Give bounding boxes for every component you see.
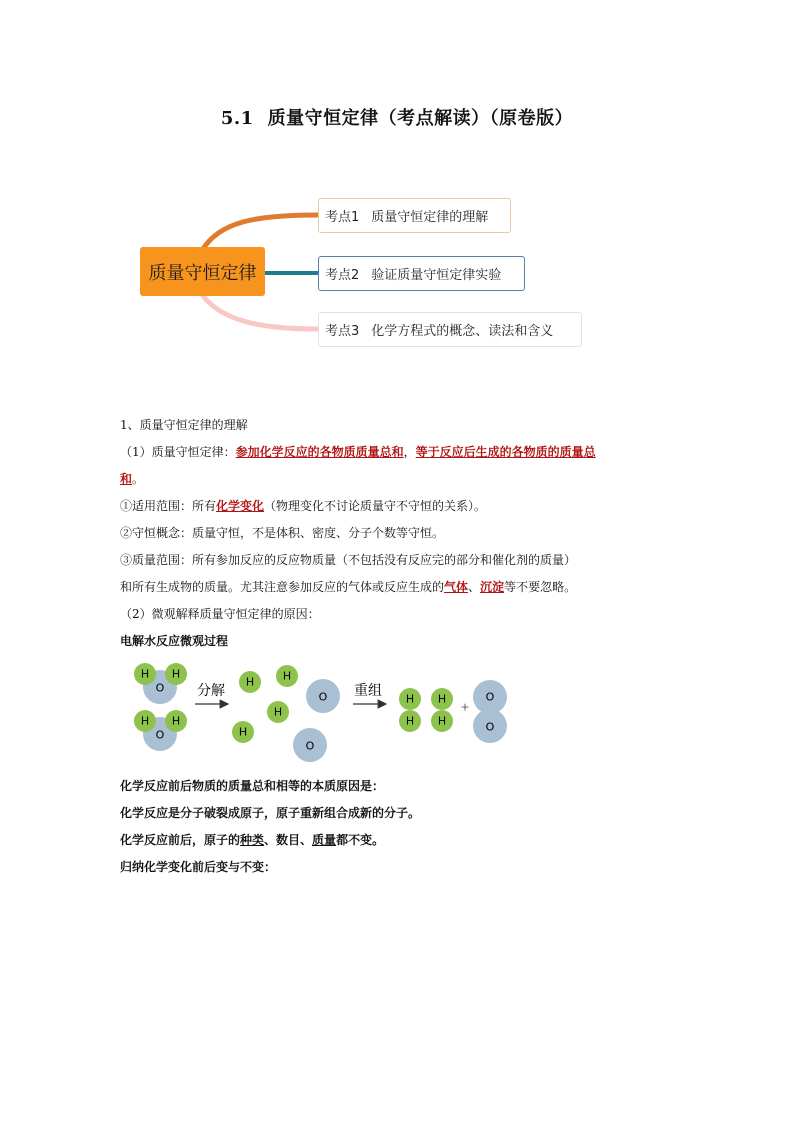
reason3-suffix: 都不变。 <box>336 833 385 847</box>
mindmap-node-3 <box>318 312 582 347</box>
node-key: 考点3 <box>325 324 360 339</box>
hydrogen-label: H <box>140 667 150 681</box>
step-recombine-label: 重组 <box>354 683 382 699</box>
node-label: 验证质量守恒定律实验 <box>371 268 502 283</box>
body-section-1 <box>120 412 680 655</box>
node-key: 考点2 <box>325 268 360 283</box>
oxygen-molecule <box>473 680 507 743</box>
scope-suffix: （物理变化不讨论质量守不守恒的关系）。 <box>264 499 487 513</box>
node-key: 考点1 <box>325 210 360 225</box>
paragraph-1 <box>120 439 680 466</box>
p1-prefix: （1）质量守恒定律： <box>120 445 236 459</box>
concept-line: ②守恒概念：质量守恒，不是体积、密度、分子个数等守恒。 <box>120 526 445 540</box>
paragraph-1-cont <box>120 466 680 493</box>
hydrogen-label: H <box>405 714 415 728</box>
hydrogen-label: H <box>238 725 248 739</box>
water-molecule-1 <box>134 663 187 704</box>
hydrogen-label: H <box>171 667 181 681</box>
oxygen-label: O <box>318 690 328 704</box>
range-key-gas: 气体 <box>444 580 469 594</box>
separated-atoms <box>232 665 340 762</box>
scope-line <box>120 493 680 520</box>
water-molecule-2 <box>134 710 187 751</box>
node-label: 质量守恒定律的理解 <box>371 210 489 225</box>
step-decompose-label: 分解 <box>197 683 225 699</box>
mindmap-root: 质量守恒定律 <box>140 247 265 296</box>
reason3-prefix: 化学反应前后，原子的 <box>120 833 241 847</box>
mindmap-node-1 <box>318 198 511 233</box>
reason-line-2: 化学反应是分子破裂成原子，原子重新组合成新的分子。 <box>120 806 421 820</box>
paragraph-2: （2）微观解释质量守恒定律的原因： <box>120 607 320 621</box>
reason3-key-mass: 质量 <box>312 833 337 847</box>
range-suffix: 等不要忽略。 <box>504 580 577 594</box>
oxygen-label: O <box>155 681 165 695</box>
hydrogen-label: H <box>405 692 415 706</box>
range-line-1: ③质量范围：所有参加反应的反应物质量（不包括没有反应完的部分和催化剂的质量） <box>120 553 577 567</box>
reason-line-3 <box>120 827 680 854</box>
hydrogen-label: H <box>140 714 150 728</box>
reason3-key-kind: 种类 <box>240 833 265 847</box>
section-number: 5.1 <box>220 108 254 129</box>
body-section-2 <box>120 773 680 881</box>
diagram-title: 电解水反应微观过程 <box>120 634 229 648</box>
p1-key-phrase-2: 等于反应后生成的各物质的质量总 <box>415 445 596 459</box>
p1-end: 。 <box>132 472 145 486</box>
hydrogen-label: H <box>437 714 447 728</box>
reason-line-1: 化学反应前后物质的质量总和相等的本质原因是： <box>120 779 385 793</box>
p1-comma: ， <box>403 445 416 459</box>
range-sep: 、 <box>468 580 481 594</box>
oxygen-label: O <box>485 690 495 704</box>
range-key-precipitate: 沉淀 <box>480 580 505 594</box>
hydrogen-label: H <box>273 705 283 719</box>
hydrogen-label: H <box>171 714 181 728</box>
range-prefix: 和所有生成物的质量。尤其注意参加反应的气体或反应生成的 <box>120 580 445 594</box>
hydrogen-label: H <box>437 692 447 706</box>
electrolysis-diagram <box>120 652 520 764</box>
scope-key: 化学变化 <box>216 499 265 513</box>
p1-key-phrase-1: 参加化学反应的各物质质量总和 <box>235 445 404 459</box>
hydrogen-molecules <box>399 688 453 732</box>
scope-prefix: ①适用范围：所有 <box>120 499 217 513</box>
summary-line: 归纳化学变化前后变与不变： <box>120 860 277 874</box>
hydrogen-label: H <box>282 669 292 683</box>
section-heading: 1、质量守恒定律的理解 <box>120 418 248 432</box>
reason3-sep: 、数目、 <box>264 833 313 847</box>
oxygen-label: O <box>305 739 315 753</box>
oxygen-label: O <box>155 728 165 742</box>
p1-key-phrase-3: 和 <box>120 472 133 486</box>
title-text: 质量守恒定律（考点解读）（原卷版） <box>267 108 574 129</box>
branch-1-curve <box>203 215 318 249</box>
node-label: 化学方程式的概念、读法和含义 <box>371 324 554 339</box>
mindmap-node-2 <box>318 256 525 291</box>
branch-3-curve <box>203 296 318 329</box>
hydrogen-label: H <box>245 675 255 689</box>
oxygen-label: O <box>485 720 495 734</box>
range-line-2 <box>120 574 680 601</box>
plus-sign: + <box>460 700 470 714</box>
